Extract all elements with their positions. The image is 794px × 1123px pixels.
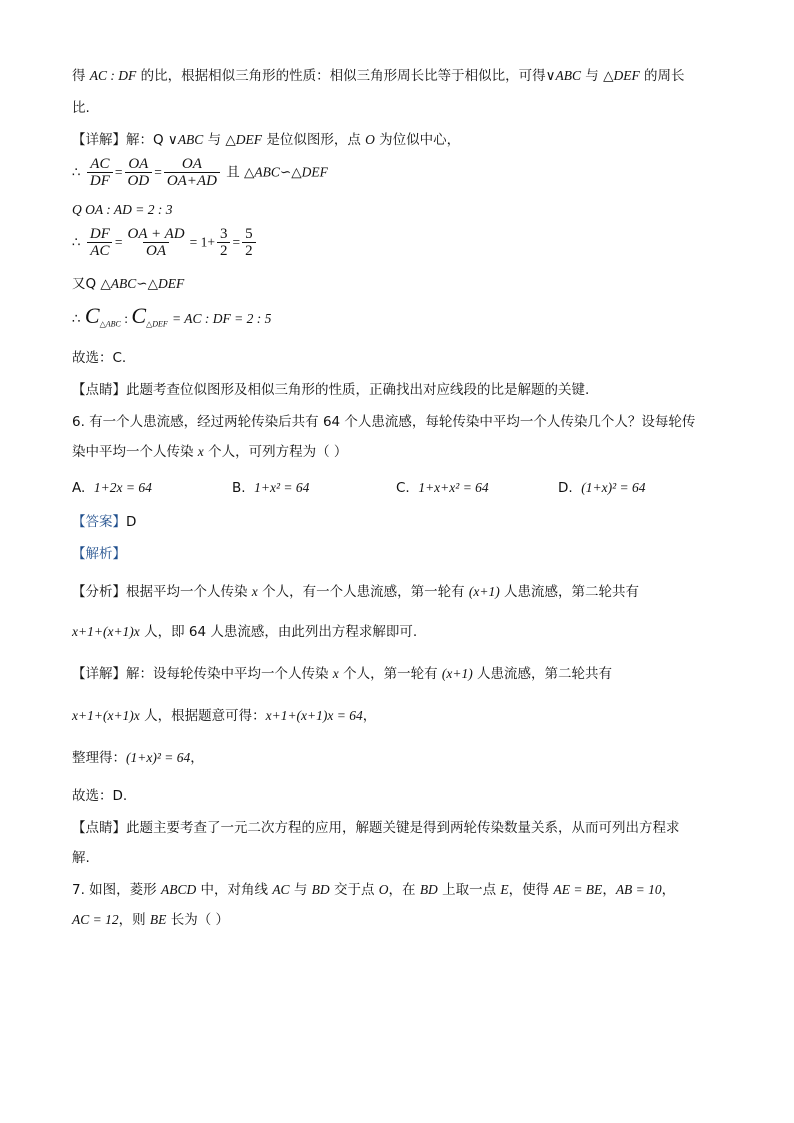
comment-line: 【点睛】此题考查位似图形及相似三角形的性质，正确找出对应线段的比是解题的关键. (72, 382, 590, 398)
option-a: A. 1+2x = 64 (72, 480, 152, 496)
option-c: C. 1+x+x² = 64 (396, 480, 489, 496)
fraction: $\frac{OA}{OD}$ (125, 156, 153, 189)
comment-line: 【点睛】此题主要考查了一元二次方程的应用，解题关键是得到两轮传染数量关系，从而可列出方程求 (72, 820, 680, 836)
text-line: 故选：D. (72, 788, 128, 804)
text-line: 解. (72, 850, 90, 866)
text-line: 故选：C. (72, 350, 127, 366)
option-d: D. (1+x)² = 64 (558, 480, 646, 496)
question-7: 7. 如图，菱形 ABCD 中，对角线 AC 与 BD 交于点 O，在 BD 上取一点 E，使得 AE = BE，AB = 10， (72, 882, 676, 898)
analysis-line: 【分析】根据平均一个人传染 x 个人，有一个人患流感，第一轮有 (x+1) 人患流感，第二轮共有 (72, 584, 640, 600)
equation-line: ∴ $\frac{AC}{DF}$ = $\frac{OA}{OD}$ = $\frac{OA}{OA+AD}$ 且 △ABC∽△DEF (72, 156, 328, 189)
detail-line: 整理得：(1+x)² = 64， (72, 750, 204, 766)
fraction: $\frac{5}{2}$ (242, 226, 256, 259)
detail-line: x+1+(x+1)x 人，根据题意可得：x+1+(x+1)x = 64， (72, 708, 377, 724)
equation-line: 又Q △ABC∽△DEF (72, 276, 185, 292)
detail-line: 【详解】解：Q ∨ABC 与 △DEF 是位似图形，点 O 为位似中心， (72, 132, 461, 148)
detail-line: 【详解】解：设每轮传染中平均一个人传染 x 个人，第一轮有 (x+1) 人患流感，第二轮共有 (72, 666, 613, 682)
question-6-line2: 染中平均一个人传染 x 个人，可列方程为（ ） (72, 444, 348, 460)
option-b: B. 1+x² = 64 (232, 480, 310, 496)
fraction: $\frac{OA}{OA+AD}$ (164, 156, 220, 189)
fraction: $\frac{DF}{AC}$ (87, 226, 113, 259)
question-6: 6. 有一个人患流感，经过两轮传染后共有 64 个人患流感，每轮传染中平均一个人传染几个人？设每轮传 (72, 414, 696, 430)
equation-line: Q OA : AD = 2 : 3 (72, 202, 173, 217)
fraction: $\frac{AC}{DF}$ (87, 156, 113, 189)
text-line: 比. (72, 100, 90, 116)
equation-line: ∴ $\frac{DF}{AC}$ = $\frac{OA + AD}{OA}$ = 1+ $\frac{3}{2}$ = $\frac{5}{2}$ (72, 226, 258, 259)
fraction: $\frac{3}{2}$ (217, 226, 231, 259)
analysis-line: x+1+(x+1)x 人，即 64 人患流感，由此列出方程求解即可. (72, 624, 418, 640)
answer-line: 【答案】D (72, 514, 137, 530)
analysis-heading: 【解析】 (72, 546, 126, 562)
equation-line: ∴ $C_{\triangle ABC}$ : $C_{\triangle DEF}$ = AC : DF = 2 : 5 (72, 303, 272, 329)
text-line: 得 AC : DF 的比，根据相似三角形的性质：相似三角形周长比等于相似比，可得∨ABC 与 △DEF 的周长 (72, 68, 685, 84)
fraction: $\frac{OA + AD}{OA}$ (127, 226, 185, 259)
question-7-line2: AC = 12，则 BE 长为（ ） (72, 912, 230, 928)
